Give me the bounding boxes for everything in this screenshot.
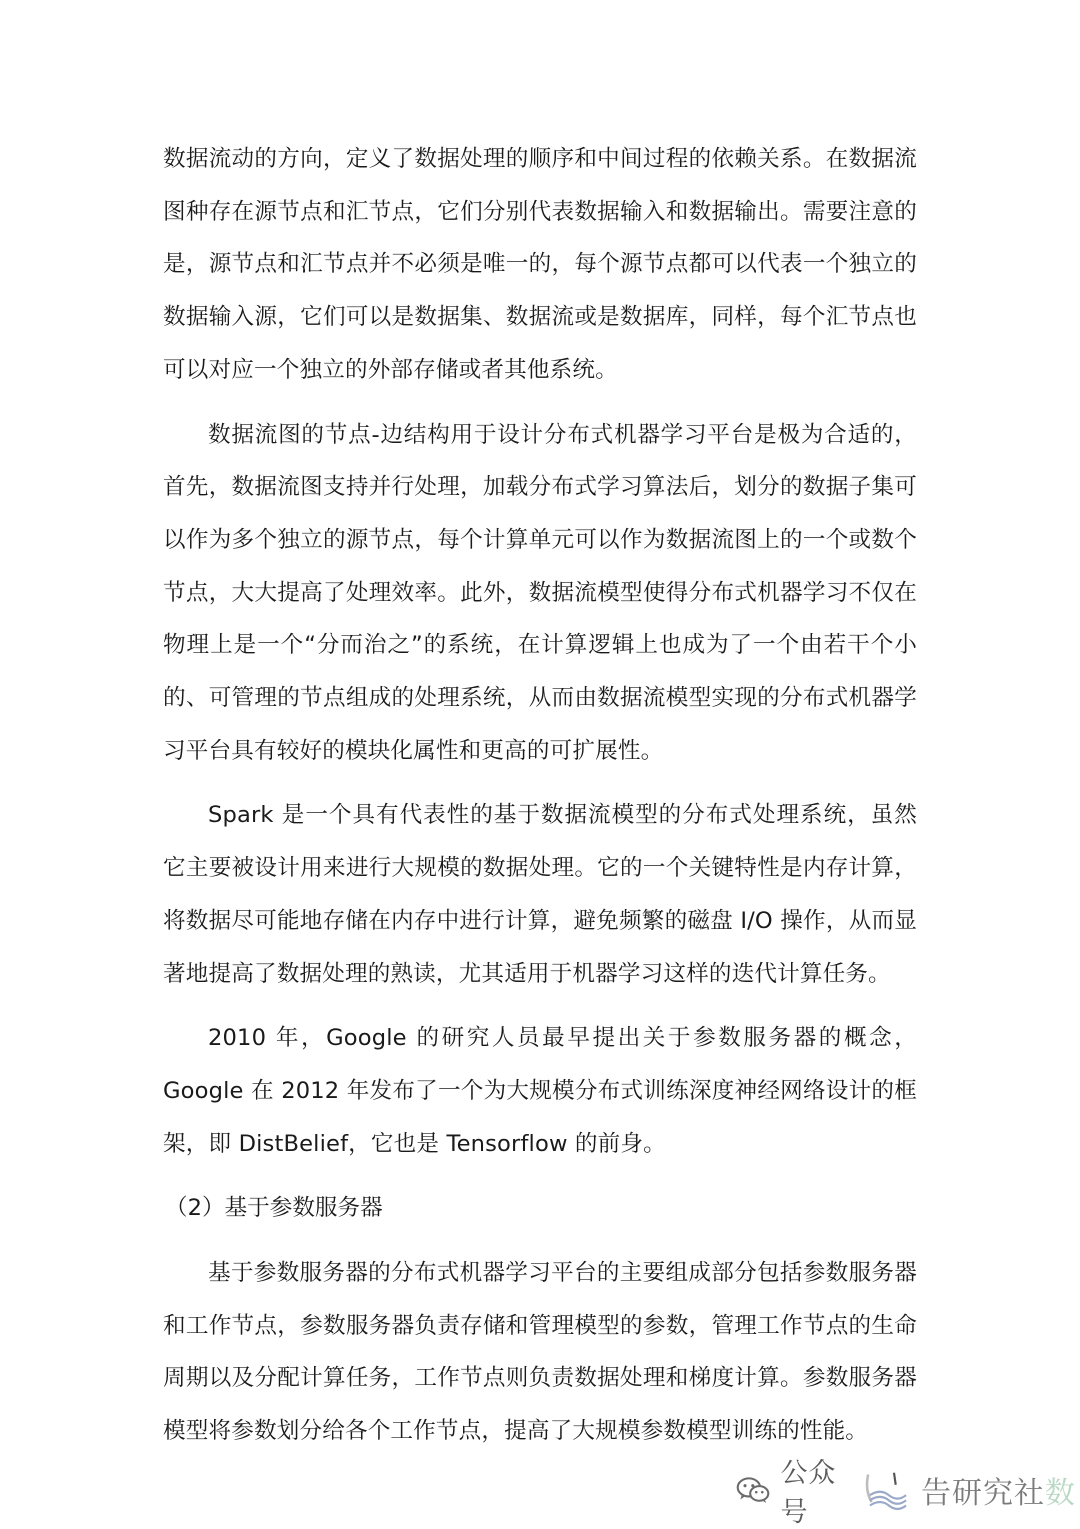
wechat-icon bbox=[736, 1474, 770, 1506]
paragraph-1: 数据流动的方向，定义了数据处理的顺序和中间过程的依赖关系。在数据流图种存在源节点和汇节点，它们分别代表数据输入和数据输出。需要注意的是，源节点和汇节点并不必须是唯一的，每个源节点都可以代表一个独立的数据输入源，它们可以是数据集、数据流或是数据库，同样，每个汇节点也可以对应一个独立的外部存储或者其他系统。 bbox=[163, 146, 917, 383]
paragraph-4: 2010 年，Google 的研究人员最早提出关于参数服务器的概念，Google 在 2012 年发布了一个为大规模分布式训练深度神经网络设计的框架，即 DistBelief，它也是 Tensorflow 的前身。 bbox=[163, 1025, 917, 1157]
section-heading: （2）基于参数服务器 bbox=[165, 1195, 383, 1222]
wave-logo-icon bbox=[863, 1466, 911, 1514]
paragraph-2: 数据流图的节点-边结构用于设计分布式机器学习平台是极为合适的，首先，数据流图支持并行处理，加载分布式学习算法后，划分的数据子集可以作为多个独立的源节点，每个计算单元可以作为数据流图上的一个或数个节点，大大提高了处理效率。此外，数据流模型使得分布式机器学习不仅在物理上是一个“分而治之”的系统，在计算逻辑上也成为了一个由若干个小的、可管理的节点组成的处理系统，从而由数据流模型实现的分布式机器学习平台具有较好的模块化属性和更高的可扩展性。 bbox=[163, 421, 917, 764]
paragraph-5: 基于参数服务器的分布式机器学习平台的主要组成部分包括参数服务器和工作节点，参数服务器负责存储和管理模型的参数，管理工作节点的生命周期以及分配计算任务，工作节点则负责数据处理和梯度计算。参数服务器模型将参数划分给各个工作节点，提高了大规模参数模型训练的性能。 bbox=[163, 1260, 917, 1445]
watermark-label: 公众号 bbox=[780, 1458, 837, 1528]
watermark-name: 告研究社数 bbox=[920, 1476, 1076, 1511]
body-text bbox=[163, 133, 917, 1458]
watermark bbox=[736, 1458, 1076, 1528]
paragraph-3: Spark 是一个具有代表性的基于数据流模型的分布式处理系统，虽然它主要被设计用来进行大规模的数据处理。它的一个关键特性是内存计算，将数据尽可能地存储在内存中进行计算，避免频繁的磁盘 I/O 操作，从而显著地提高了数据处理的熟读，尤其适用于机器学习这样的迭代计算任务。 bbox=[163, 802, 917, 987]
